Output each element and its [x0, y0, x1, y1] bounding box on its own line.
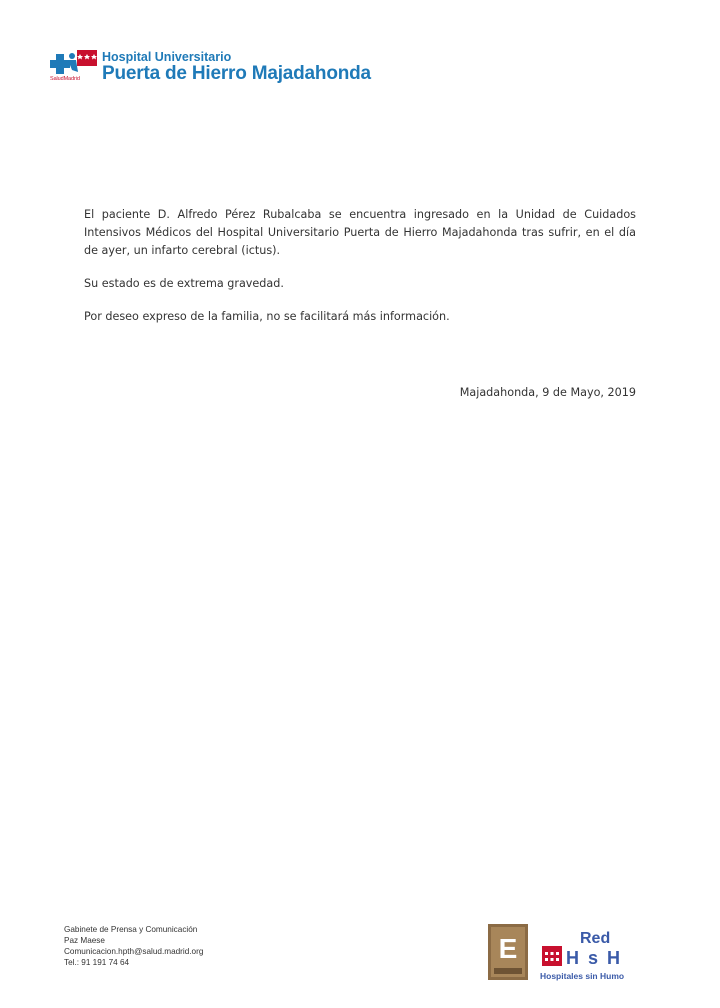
press-release-body [84, 206, 636, 341]
date-location: Majadahonda, 9 de Mayo, 2019 [459, 386, 636, 399]
paragraph-patient-status: El paciente D. Alfredo Pérez Rubalcaba se encuentra ingresado en la Unidad de Cuidados Intensivos Médicos del Hospital Universitario Puerta de Hierro Majadahonda tras sufrir, en el día de ayer, un infarto cerebral (ictus). [84, 208, 636, 257]
paragraph-family-request: Por deseo expreso de la familia, no se facilitará más información. [84, 310, 450, 323]
hospital-name-line1: Hospital Universitario [102, 50, 232, 64]
salud-madrid-label: SaludMadrid [50, 76, 80, 82]
contact-department: Gabinete de Prensa y Comunicación [64, 925, 198, 934]
badge-letter: E [498, 933, 518, 964]
network-subtitle: Hospitales sin Humo [540, 971, 625, 981]
madrid-flag-icon [542, 946, 562, 966]
hospital-logo-header [50, 46, 450, 90]
hospitales-sin-humo-logo [540, 928, 650, 984]
network-letters: H s H [566, 948, 623, 968]
contact-phone: Tel.: 91 191 74 64 [64, 958, 130, 967]
hospital-name-line2: Puerta de Hierro Majadahonda [102, 63, 371, 84]
excellence-badge-icon [488, 924, 528, 980]
network-red-label: Red [580, 930, 611, 947]
contact-email: Comunicacion.hpth@salud.madrid.org [64, 947, 204, 956]
paragraph-severity: Su estado es de extrema gravedad. [84, 277, 284, 290]
contact-name: Paz Maese [64, 936, 105, 945]
press-contact-block [64, 924, 203, 968]
